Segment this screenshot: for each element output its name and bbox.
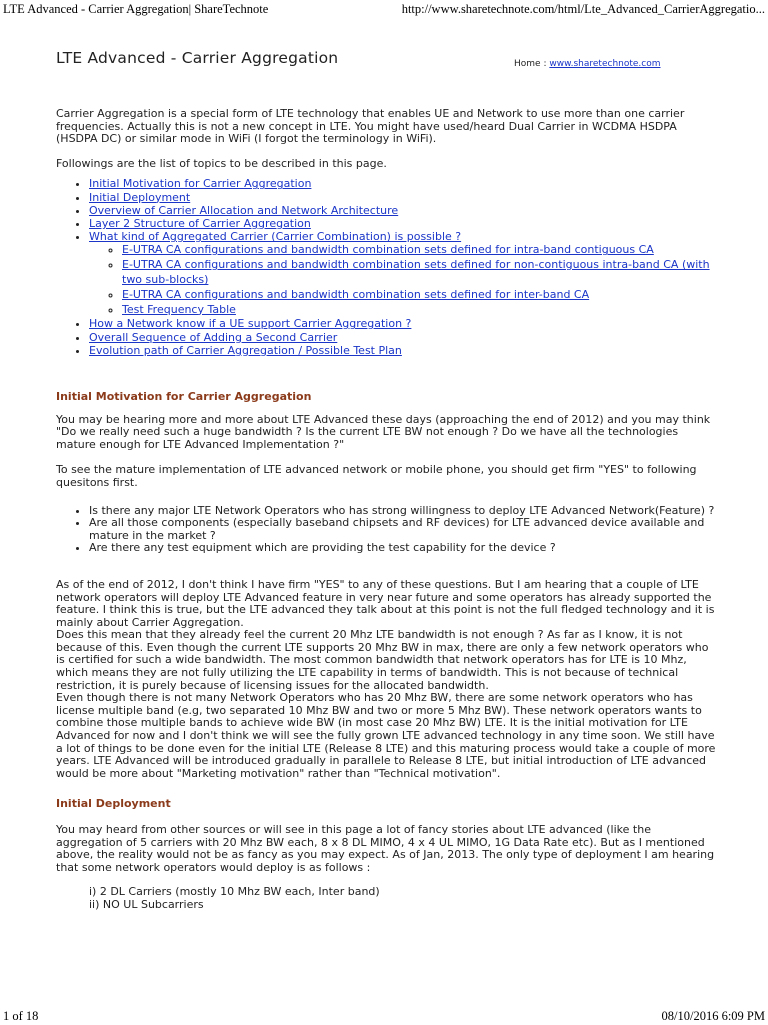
article [56, 49, 718, 912]
deployment-paragraph: You may heard from other sources or will see in this page a lot of fancy stories about LTE advanced (like the aggregation of 5 carriers with 20 Mhz BW each, 8 x 8 DL MIMO, 4 x 4 UL MIMO, 1G Data Rate etc). But as I mentioned above, the reality would not be as fancy as you may expect. As of Jan, 2013. The only type of deployment I am hearing that some network operators would deploy is as follows : [56, 823, 715, 874]
question-item: • Is there any major LTE Network Operators who has strong willingness to deploy LTE Advanced Network(Feature) ? [89, 505, 718, 518]
home-link[interactable]: www.sharetechnote.com [549, 59, 661, 69]
toc-sub-link[interactable]: E-UTRA CA configurations and bandwidth combination sets defined for non-contiguous intra-band CA (with two sub-blocks) [122, 258, 710, 286]
question-item: • Are all those components (especially baseband chipsets and RF devices) for LTE advanced device available and mature in the market ? [89, 517, 718, 542]
section-title-motivation: Initial Motivation for Carrier Aggregation [56, 389, 312, 403]
print-header-url: http://www.sharetechnote.com/html/Lte_Advanced_CarrierAggregatio... [401, 2, 765, 16]
motivation-questions [56, 505, 718, 555]
home-label: Home : [514, 59, 547, 69]
toc-item [89, 191, 718, 204]
deployment-line: i) 2 DL Carriers (mostly 10 Mhz BW each, Inter band) [89, 885, 380, 899]
toc-sub-link[interactable]: Test Frequency Table [122, 302, 236, 316]
title-row [56, 49, 718, 82]
toc-sub-item [122, 258, 718, 288]
toc-item [89, 344, 718, 357]
question-item: • Are there any test equipment which are providing the test capability for the device ? [89, 542, 718, 555]
print-date: 08/10/2016 6:09 PM [661, 1009, 765, 1023]
print-footer [0, 1009, 768, 1025]
toc-link[interactable]: Evolution path of Carrier Aggregation / Possible Test Plan [89, 343, 402, 357]
section-title-deployment: Initial Deployment [56, 797, 171, 811]
toc-sub-link[interactable]: E-UTRA CA configurations and bandwidth combination sets defined for intra-band contiguous CA [122, 243, 654, 257]
toc-item [89, 331, 718, 344]
toc-item [89, 217, 718, 230]
motivation-paragraph-2: To see the mature implementation of LTE advanced network or mobile phone, you should get firm "YES" to following quesitons first. [56, 463, 697, 489]
intro-paragraph: Carrier Aggregation is a special form of LTE technology that enables UE and Network to use more than one carrier frequencies. Actually this is not a new concept in LTE. You might have used/heard Dual Carrier in WCDMA HSDPA (HSDPA DC) or similar mode in WiFi (I forgot the terminology in WiFi). [56, 107, 685, 146]
toc-item [89, 317, 718, 330]
deployment-lines [56, 886, 718, 911]
toc-link[interactable]: Layer 2 Structure of Carrier Aggregation [89, 216, 311, 230]
home-link-area [514, 58, 661, 71]
toc-link[interactable]: Initial Motivation for Carrier Aggregation [89, 177, 312, 191]
print-header-title: LTE Advanced - Carrier Aggregation| ShareTechnote [3, 2, 269, 16]
toc-item [89, 177, 718, 190]
toc-sub-list [89, 243, 718, 317]
motivation-paragraph-1: You may be hearing more and more about LTE Advanced these days (approaching the end of 2012) and you may think "Do we really need such a huge bandwidth ? Is the current LTE BW not enough ? Do we have all the technologies mature enough for LTE Advanced Implementation ?" [56, 412, 711, 451]
motivation-paragraph-5: Even though there is not many Network Operators who has 20 Mhz BW, there are some network operators who has license multiple band (e.g, two separated 10 Mhz BW and two or more 5 Mhz BW). These network operators wants to combine those multiple bands to achieve wide BW (in most case 20 Mhz BW) LTE. It is the initial motivation for LTE Advanced for now and I don't think we will see the fully grown LTE advanced technology in any time soon. We still have a lot of things to be done even for the initial LTE (Release 8 LTE) and this maturing process would take a couple of more years. LTE Advanced will be introduced gradually in parallele to Release 8 LTE, but initial introduction of LTE advanced would be more about "Marketing motivation" rather than "Technical motivation". [56, 691, 716, 780]
topics-intro: Followings are the list of topics to be described in this page. [56, 156, 387, 170]
toc-sub-link[interactable]: E-UTRA CA configurations and bandwidth combination sets defined for inter-band CA [122, 287, 590, 301]
page-count: 1 of 18 [3, 1009, 39, 1023]
motivation-paragraph-4: Does this mean that they already feel the current 20 Mhz LTE bandwidth is not enough ? As far as I know, it is not because of this. Even though the current LTE supports 20 Mhz BW in max, there are only a few network operators who is certified for such a wide bandwidth. The most common bandwidth that network operators has for LTE is 10 Mhz, which means they are not fully utilizing the LTE capability in terms of bandwidth. This is not because of technical restriction, it is purely because of licensing issues for the allocated bandwidth. [56, 628, 709, 692]
toc-item [89, 204, 718, 217]
toc-list [56, 177, 718, 357]
deployment-line: ii) NO UL Subcarriers [89, 897, 204, 911]
toc-sub-item [122, 288, 718, 303]
toc-sub-item [122, 303, 718, 318]
page-title: LTE Advanced - Carrier Aggregation [56, 49, 339, 67]
toc-item [89, 230, 718, 317]
toc-sub-item [122, 243, 718, 258]
print-header [0, 2, 768, 18]
toc-link[interactable]: What kind of Aggregated Carrier (Carrier Combination) is possible ? [89, 230, 462, 244]
toc-link[interactable]: Overall Sequence of Adding a Second Carrier [89, 330, 338, 344]
toc-link[interactable]: Initial Deployment [89, 190, 191, 204]
toc-link[interactable]: How a Network know if a UE support Carrier Aggregation ? [89, 317, 412, 331]
toc-link[interactable]: Overview of Carrier Allocation and Network Architecture [89, 203, 399, 217]
motivation-paragraph-3: As of the end of 2012, I don't think I have firm "YES" to any of these questions. But I am hearing that a couple of LTE network operators will deploy LTE Advanced feature in very near future and some operators has already supported the feature. I think this is true, but the LTE advanced they talk about at this point is not the full fledged technology and it is mainly about Carrier Aggregation. [56, 577, 715, 629]
